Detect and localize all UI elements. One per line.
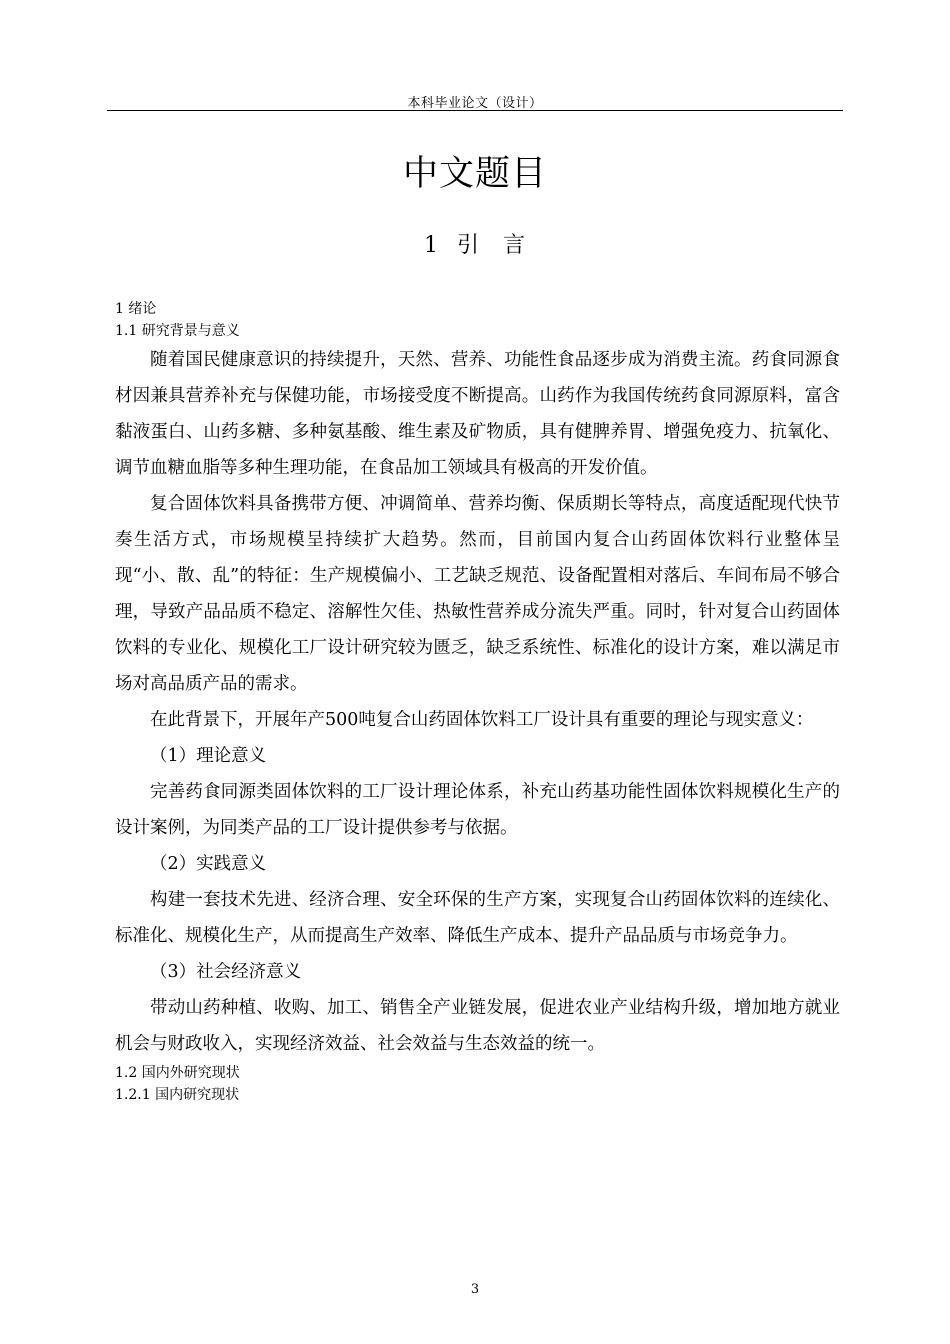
section-heading-1-2: 1.2 国内外研究现状 xyxy=(115,1065,240,1081)
body-content xyxy=(115,298,840,1106)
paragraph-socioeconomic: 带动山药种植、收购、加工、销售全产业链发展，促进农业产业结构升级，增加地方就业机会与财政收入，实现经济效益、社会效益与生态效益的统一。 xyxy=(115,998,840,1054)
paragraph-theoretical: 完善药食同源类固体饮料的工厂设计理论体系，补充山药基功能性固体饮料规模化生产的设计案例，为同类产品的工厂设计提供参考与依据。 xyxy=(115,782,840,838)
list-item-theoretical: （1）理论意义 xyxy=(150,746,267,766)
running-header: 本科毕业论文（设计） xyxy=(407,96,543,111)
paragraph-background-1: 随着国民健康意识的持续提升，天然、营养、功能性食品逐步成为消费主流。药食同源食材因兼具营养补充与保健功能，市场接受度不断提高。山药作为我国传统药食同源原料，富含黏液蛋白、山药多糖、多种氨基酸、维生素及矿物质，具有健脾养胃、增强免疫力、抗氧化、调节血糖血脂等多种生理功能，在食品加工领域具有极高的开发价值。 xyxy=(115,350,840,478)
paragraph-background-3: 在此背景下，开展年产500吨复合山药固体饮料工厂设计具有重要的理论与现实意义： xyxy=(150,710,814,730)
section-heading-1: 1 绪论 xyxy=(115,301,157,317)
chapter-heading: 1 引 言 xyxy=(424,233,526,258)
paragraph-practical: 构建一套技术先进、经济合理、安全环保的生产方案，实现复合山药固体饮料的连续化、标准化、规模化生产，从而提高生产效率、降低生产成本、提升产品品质与市场竞争力。 xyxy=(115,890,840,946)
header-divider xyxy=(107,110,843,111)
section-heading-1-2-1: 1.2.1 国内研究现状 xyxy=(115,1087,240,1103)
section-heading-1-1: 1.1 研究背景与意义 xyxy=(115,323,240,339)
paragraph-background-2: 复合固体饮料具备携带方便、冲调简单、营养均衡、保质期长等特点，高度适配现代快节奏生活方式，市场规模呈持续扩大趋势。然而，目前国内复合山药固体饮料行业整体呈现“小、散、乱”的特征：生产规模偏小、工艺缺乏规范、设备配置相对落后、车间布局不够合理，导致产品品质不稳定、溶解性欠佳、热敏性营养成分流失严重。同时，针对复合山药固体饮料的专业化、规模化工厂设计研究较为匮乏，缺乏系统性、标准化的设计方案，难以满足市场对高品质产品的需求。 xyxy=(115,494,840,694)
page-number: 3 xyxy=(470,1282,480,1297)
document-title: 中文题目 xyxy=(402,154,547,194)
list-item-socioeconomic: （3）社会经济意义 xyxy=(150,962,302,982)
list-item-practical: （2）实践意义 xyxy=(150,854,267,874)
